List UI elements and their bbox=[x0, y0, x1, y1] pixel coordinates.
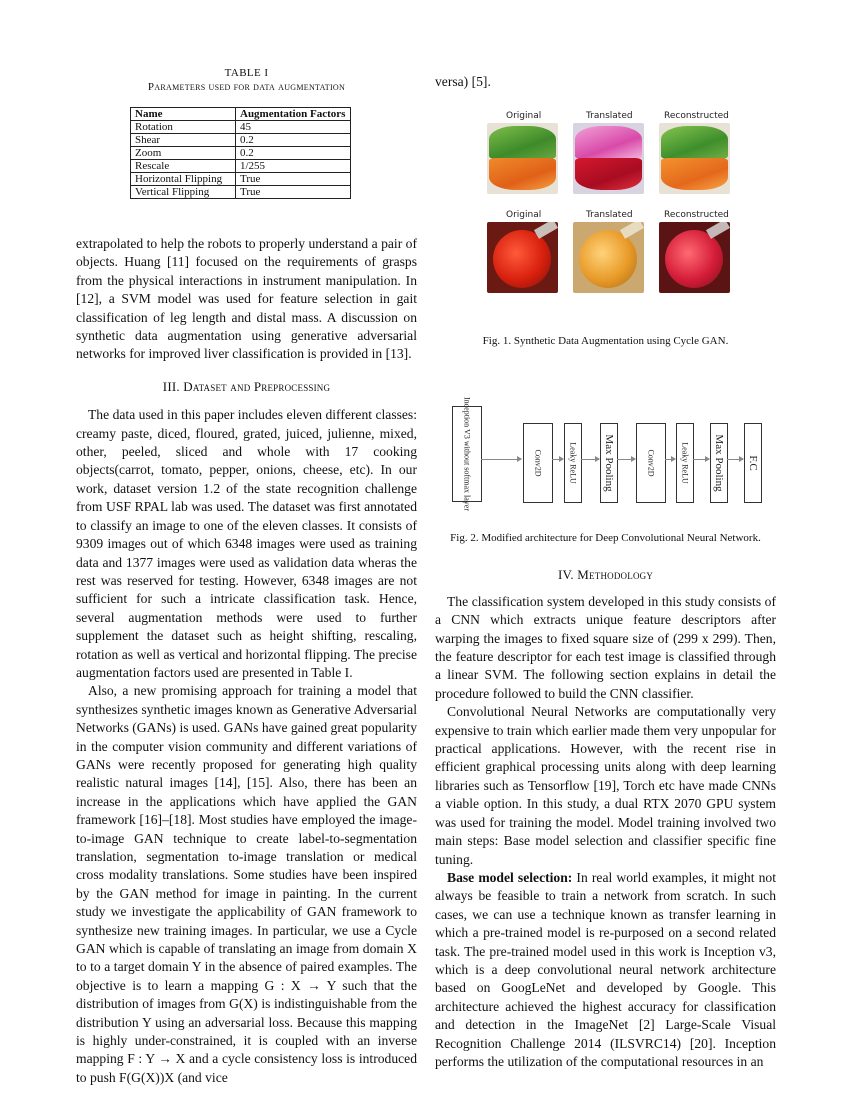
block-max-pooling-1 bbox=[600, 423, 618, 503]
photo-reconstructed-tomato-pot bbox=[659, 222, 730, 293]
left-column bbox=[76, 60, 417, 1087]
arrow bbox=[617, 459, 635, 460]
table-cell: 1/255 bbox=[236, 160, 351, 173]
label-reconstructed-1: Reconstructed bbox=[664, 111, 729, 122]
arrow bbox=[665, 459, 675, 460]
table-cell: True bbox=[236, 186, 351, 199]
block-conv2d-2-label: Conv2D bbox=[646, 449, 656, 477]
table-row bbox=[131, 173, 351, 186]
table-cell: Horizontal Flipping bbox=[131, 173, 236, 186]
left-text bbox=[76, 235, 417, 1087]
table-row bbox=[131, 134, 351, 147]
arrow bbox=[581, 459, 599, 460]
block-fully-connected-label: F.C bbox=[747, 455, 759, 472]
table-cell: Rescale bbox=[131, 160, 236, 173]
table-title: TABLE I bbox=[224, 67, 269, 79]
table-cell: Rotation bbox=[131, 121, 236, 134]
right-text bbox=[435, 566, 776, 1071]
photo-original-vegetables bbox=[487, 123, 558, 194]
block-conv2d-1 bbox=[523, 423, 553, 503]
block-conv2d-2 bbox=[636, 423, 666, 503]
table-cell: True bbox=[236, 173, 351, 186]
photo-original-tomato-pot bbox=[487, 222, 558, 293]
block-max-pooling-2-label: Max Pooling bbox=[713, 434, 725, 492]
block-fully-connected bbox=[744, 423, 762, 503]
arrow bbox=[693, 459, 709, 460]
table-row bbox=[131, 186, 351, 199]
label-original-1: Original bbox=[506, 111, 542, 122]
table-cell: Zoom bbox=[131, 147, 236, 160]
table-cell: 0.2 bbox=[236, 134, 351, 147]
table-header-cell: Name bbox=[131, 108, 236, 121]
table-cell: Shear bbox=[131, 134, 236, 147]
photo-translated-tomato-pot bbox=[573, 222, 644, 293]
table-header-cell: Augmentation Factors bbox=[236, 108, 351, 121]
right-column bbox=[435, 60, 776, 1071]
table-cell: Vertical Flipping bbox=[131, 186, 236, 199]
paragraph-dataset: The data used in this paper includes eleven different classes: creamy paste, diced, floured, grated, juiced, julienne, mixed, other, peeled, sliced and whole with 17 cooking objects(carrot, tomato, pepper, onions, cheese, etc). In our work, dataset version 1.2 of the state recognition challenge from USF RPAL lab was used. The dataset was first annotated to classify an image to one of the eleven classes. It consists of 9309 images out of which 6348 images were used as training data and 1377 images were used as validation data wheras the rest was reserved for testing. However, 6348 images are not sufficient for such a intricate classification task. Hence, several augmentation methods were used to further supplement the dataset such as height shifting, rescaling, rotation as well as vertical and horizontal flipping. The precise augmentation factors used are presented in Table I. bbox=[76, 407, 417, 680]
table-row bbox=[131, 121, 351, 134]
table-cell: 45 bbox=[236, 121, 351, 134]
section-heading-methodology: IV. Methodology bbox=[557, 567, 654, 583]
arrow bbox=[727, 459, 743, 460]
paragraph-continued: versa) [5]. bbox=[435, 74, 491, 89]
arrow bbox=[552, 459, 563, 460]
paragraph-methodology-2: Convolutional Neural Networks are computationally very expensive to train which earlier made them very unpopular for practical applications. However, with the recent rise in efficient graphical processing units along with deep learning libraries such as Tensorflow [19], Torch etc have made CNNs a viable option. In this study, a dual RTX 2070 GPU system was used for training the model. Model training involved two main steps: Base model selection and classifier specific fine tuning. bbox=[435, 704, 776, 867]
photo-translated-vegetables bbox=[573, 123, 644, 194]
block-leaky-relu-1 bbox=[564, 423, 582, 503]
paragraph-gan: Also, a new promising approach for training a model that synthesizes synthetic images known as Generative Adversarial Networks (GANs) is used. GANs have gained great popularity in the computer vision community and different variations of GANs were recently proposed for generating high quality realistic natural images [14], [15]. Also, there has been an increase in the applications which have applied the GAN framework [16]–[18]. Most studies have employed the image-to-image GAN technique to create label-to-segmentation translation, segmentation to-image translation or medical cross modality translations. Some studies have been inspired by the GAN method for image in painting. In the current study we investigate the applicability of GAN framework to synthesize new training images. In particular, we use a Cycle GAN which is capable of translating an image from domain X to to a target domain Y in the absence of paired examples. The objective is to learn a mapping G : X → Y such that the distribution of images from G(X) is indistinguishable from the distribution Y using an adversarial loss. Because this mapping is highly under-constrained, it is coupled with an inverse mapping F : Y → X and a cycle consistency loss is introduced to push F(G(X))X (and vice bbox=[76, 683, 417, 1085]
block-inception-label: Inception V3 without softmax layer bbox=[462, 397, 472, 512]
base-model-heading: Base model selection: bbox=[447, 869, 573, 885]
photo-reconstructed-vegetables bbox=[659, 123, 730, 194]
label-original-2: Original bbox=[506, 210, 542, 221]
paragraph-base-model bbox=[435, 869, 776, 1071]
label-reconstructed-2: Reconstructed bbox=[664, 210, 729, 221]
block-conv2d-1-label: Conv2D bbox=[533, 449, 543, 477]
figure-2-diagram bbox=[435, 397, 776, 516]
base-model-text: In real world examples, it might not always be feasible to train a network from scratch. In such cases, we can use a technique known as transfer learning in which a pre-trained model is re-purposed on a second related task. The pre-trained model used in this work is Inception v3, which is a deep convolutional neural network architecture based on GoogLeNet and developed by Google. This architecture achieved the highest accuracy for classification and detection in the ImageNet [2] Large-Scale Visual Recognition Challenge 2014 (ILSVRC14) [20]. Inception performs the utilization of the computational resources in an bbox=[435, 869, 776, 1069]
figure-2-caption: Fig. 2. Modified architecture for Deep Convolutional Neural Network. bbox=[450, 532, 761, 545]
table-subtitle: Parameters used for data augmentation bbox=[147, 81, 346, 93]
figure-1 bbox=[435, 111, 776, 396]
block-leaky-relu-1-label: Leaky ReLU bbox=[568, 442, 578, 485]
table-header-row bbox=[131, 108, 351, 121]
label-translated-1: Translated bbox=[586, 111, 633, 122]
section-heading-dataset: III. Dataset and Preprocessing bbox=[162, 378, 331, 394]
table-row bbox=[131, 160, 351, 173]
block-max-pooling-2 bbox=[710, 423, 728, 503]
label-translated-2: Translated bbox=[586, 210, 633, 221]
arrow bbox=[481, 459, 521, 460]
block-inception bbox=[452, 397, 482, 512]
figure-1-caption: Fig. 1. Synthetic Data Augmentation using Cycle GAN. bbox=[482, 335, 729, 348]
paragraph-intro: extrapolated to help the robots to properly understand a pair of objects. Huang [11] focused on the requirements of grasps from the physical interactions in instrument manipulation. In [12], a SVM model was used for feature selection in gait classification of leg length and distal mass. A discussion on synthetic data augmentation using generative adversarial networks for improved liver classification is provided in [13]. bbox=[76, 236, 417, 362]
paragraph-methodology-1: The classification system developed in this study consists of a CNN which extracts unique feature descriptors after warping the images to fixed square size of (299 x 299). Then, the feature descriptor for each test image is classified through a linear SVM. The following section explains in detail the procedure followed to build the CNN classifier. bbox=[435, 593, 776, 701]
right-top-text bbox=[435, 73, 776, 91]
block-leaky-relu-2-label: Leaky ReLU bbox=[680, 442, 690, 485]
table-caption bbox=[76, 66, 417, 94]
table-cell: 0.2 bbox=[236, 147, 351, 160]
block-max-pooling-1-label: Max Pooling bbox=[603, 434, 615, 492]
augmentation-table bbox=[130, 107, 351, 199]
block-leaky-relu-2 bbox=[676, 423, 694, 503]
table-row bbox=[131, 147, 351, 160]
